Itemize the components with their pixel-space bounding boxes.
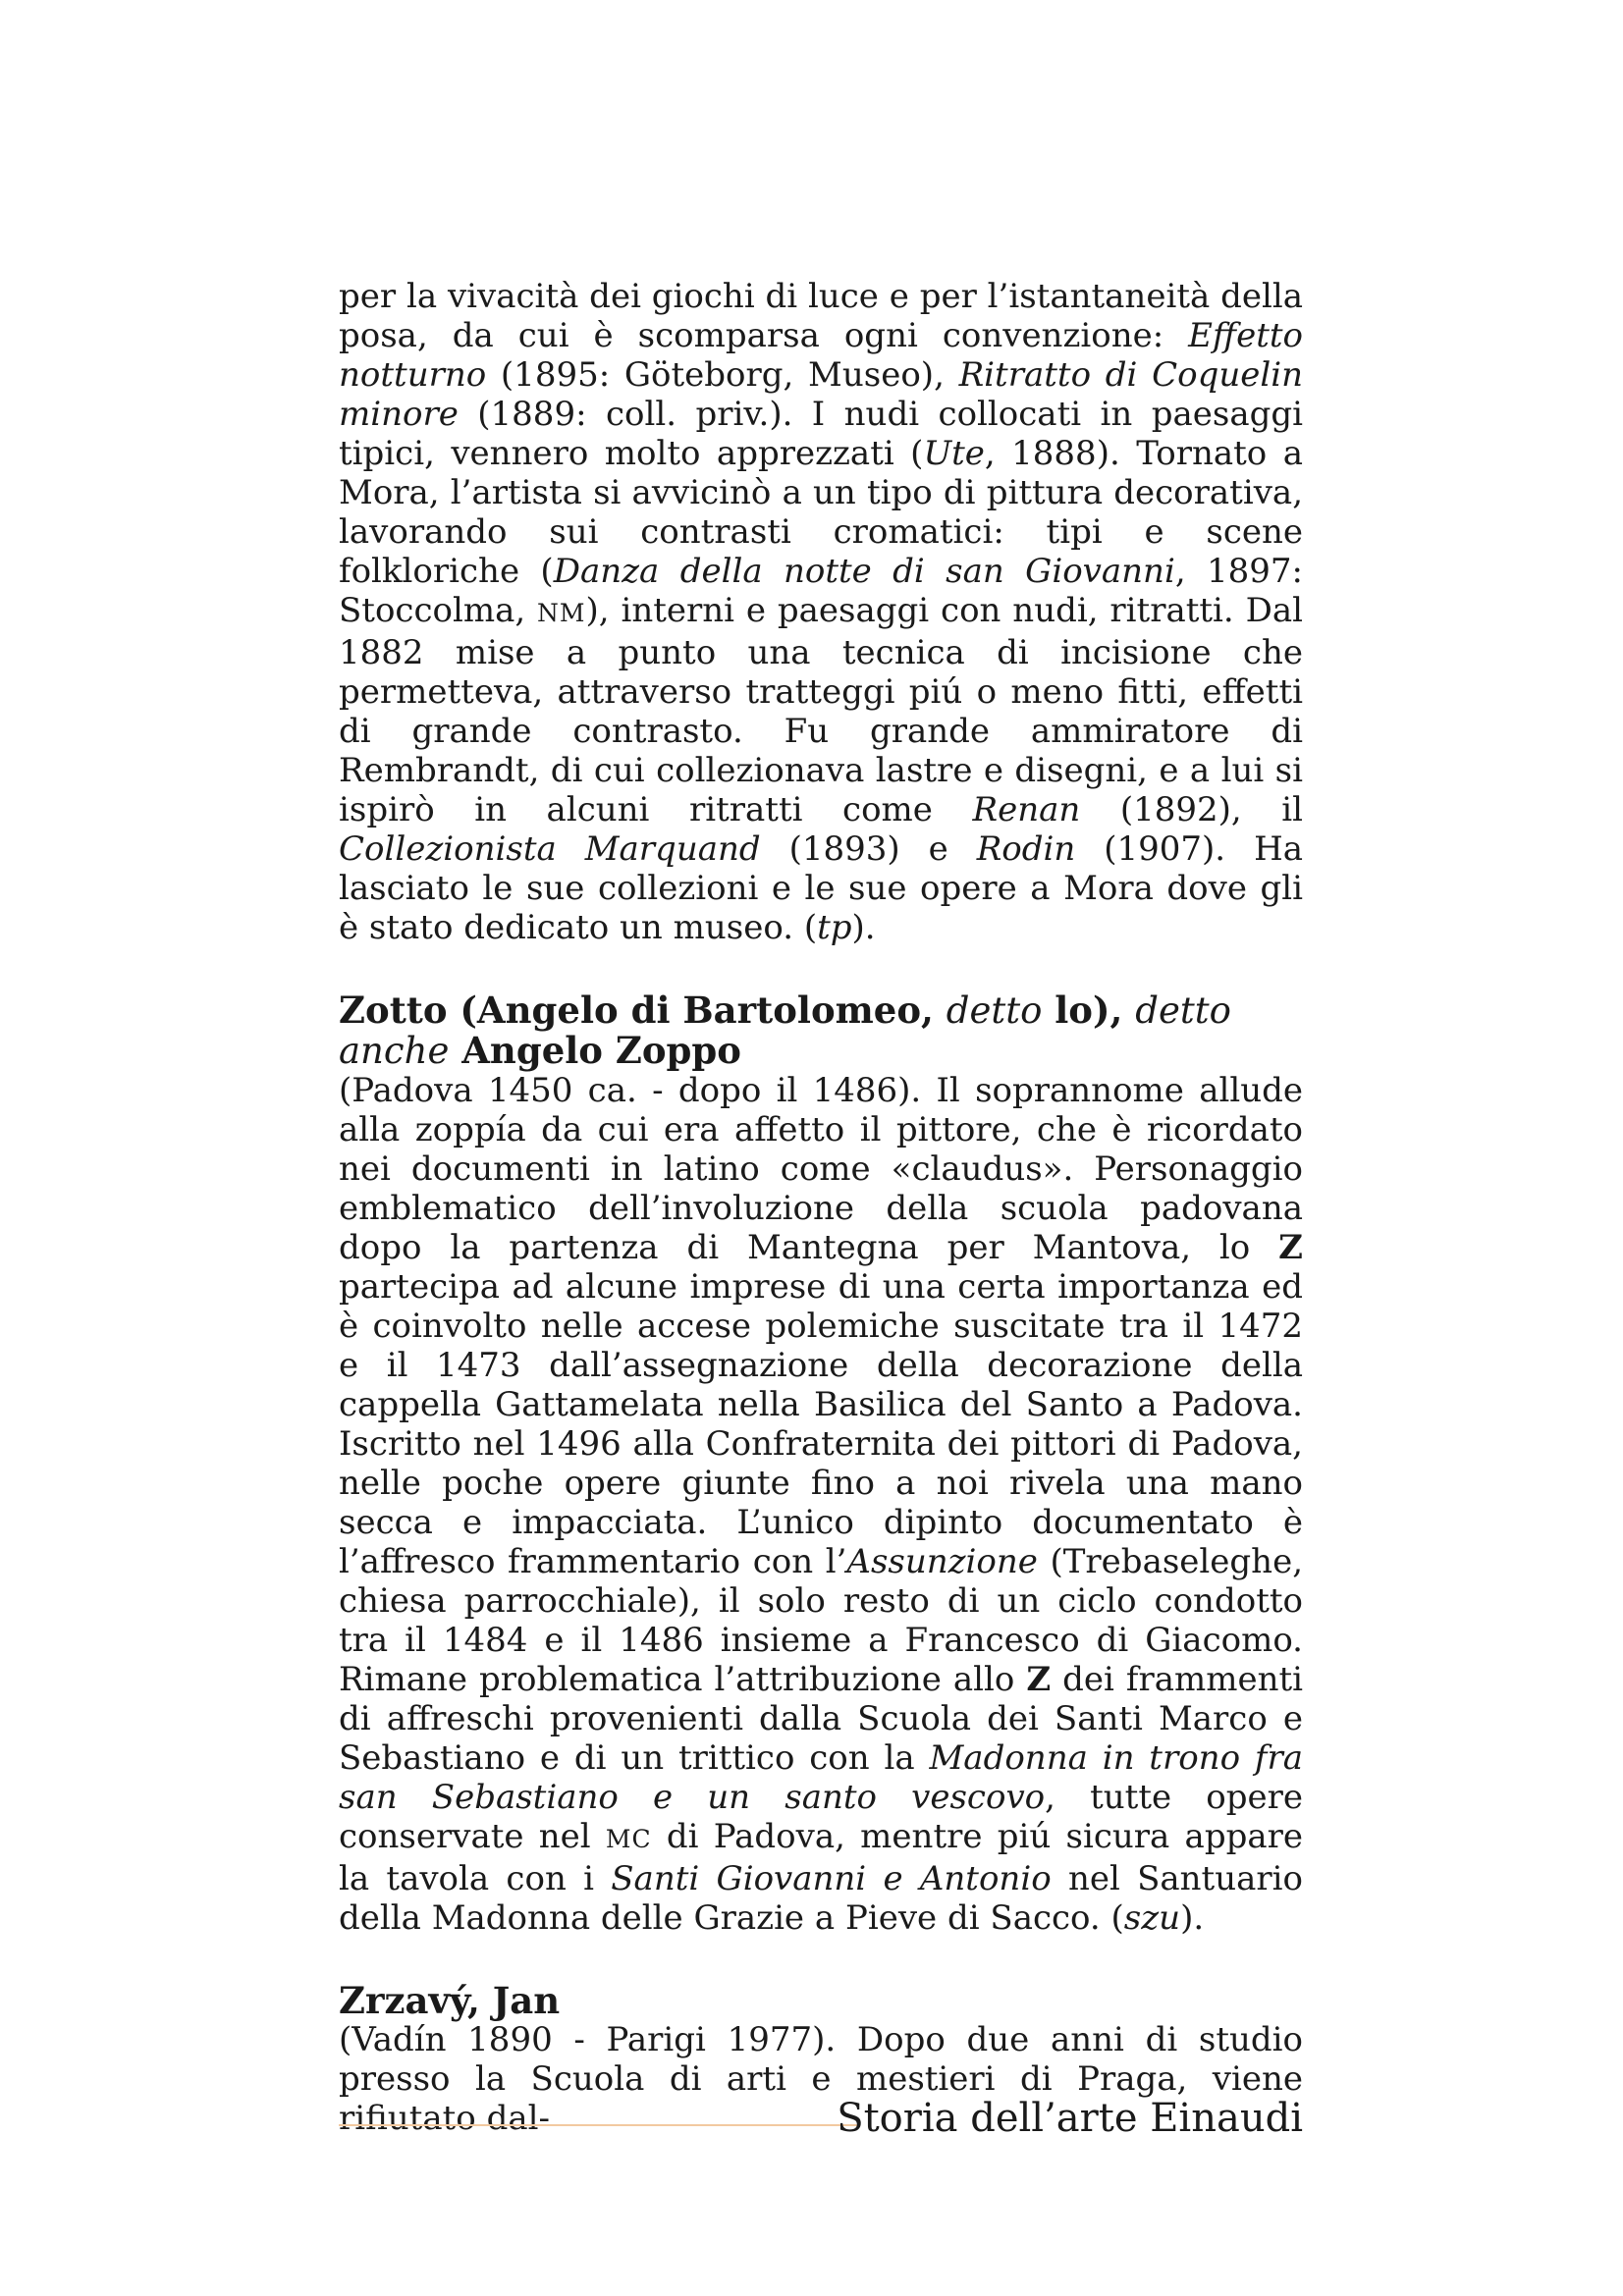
- artwork-title: Madonna in trono fra san Sebastiano e un santo vescovo: [339, 1738, 1303, 1817]
- abbreviation: MC: [605, 1825, 652, 1853]
- artwork-title: Collezionista Marquand: [339, 829, 761, 869]
- heading-run: Angelo Zoppo: [449, 1029, 741, 1072]
- text-run: (Padova 1450 ca. - dopo il 1486). Il soprannome allude alla zoppía da cui era affetto il pittore, che è ricordato nei documenti in latino come «claudus». Personaggio emblematico dell’involuzione della scuola padovana dopo la partenza di Mantegna per Mantova, lo: [339, 1071, 1303, 1267]
- artist-abbrev: Z: [1278, 1228, 1303, 1267]
- text-run: ).: [851, 908, 876, 947]
- text-run: (1889: coll. priv.). I nudi collocati in paesaggi tipici, vennero molto apprezzati (: [339, 395, 1303, 473]
- text-run: ).: [1180, 1898, 1205, 1938]
- text-run: ), interni e paesaggi con nudi, ritratti. Dal 1882 mise a punto una tecnica di incisione che permetteva, attraverso tratteggi piú o meno fitti, effetti di grande contrasto. Fu grande ammiratore di Rembrandt, di cui collezionava lastre e disegni, e a lui si ispirò in alcuni ritratti come: [339, 591, 1303, 829]
- text-run: , 1897: Stoccolma,: [339, 552, 1303, 630]
- heading-run: lo),: [1042, 988, 1136, 1032]
- text-run: (1895: Göteborg, Museo),: [486, 355, 959, 395]
- heading-italic-run: detto anche: [339, 989, 1231, 1072]
- author-initials: tp: [817, 908, 852, 947]
- text-run: (1907). Ha lasciato le sue collezioni e le sue opere a Mora dove gli è stato dedicato un museo. (: [339, 829, 1303, 947]
- text-run: (1893) e: [760, 829, 977, 869]
- text-column: [339, 277, 1303, 2138]
- entry-heading-zrzavy: Zrzavý, Jan: [339, 1979, 561, 2022]
- entry-heading-zotto: [339, 990, 1303, 1071]
- heading-run: Zotto (Angelo di Bartolomeo,: [339, 988, 947, 1032]
- text-run: (Trebaseleghe, chiesa parrocchiale), il solo resto di un ciclo condotto tra il 1484 e il 1486 insieme a Francesco di Giacomo. Rimane problematica l’attribuzione allo: [339, 1542, 1303, 1699]
- artwork-title: Effetto notturno: [339, 316, 1303, 395]
- entry-continuation-paragraph: [339, 277, 1303, 947]
- author-initials: szu: [1123, 1898, 1181, 1938]
- text-run: partecipa ad alcune imprese di una certa importanza ed è coinvolto nelle accese polemiche suscitate tra il 1472 e il 1473 dall’assegnazione della decorazione della cappella Gattamelata nella Basilica del Santo a Padova. Iscritto nel 1496 alla Confraternita dei pittori di Padova, nelle poche opere giunte fino a noi rivela una mano secca e impacciata. L’unico dipinto documentato è l’affresco frammentario con l’: [339, 1267, 1303, 1581]
- artwork-title: Rodin: [976, 829, 1076, 869]
- artwork-title: Danza della notte di san Giovanni: [553, 552, 1175, 591]
- abbreviation: NM: [537, 599, 586, 627]
- text-run: nel Santuario della Madonna delle Grazie a Pieve di Sacco. (: [339, 1859, 1303, 1938]
- text-run: per la vivacità dei giochi di luce e per l’istantaneità della posa, da cui è scomparsa ogni convenzione:: [339, 277, 1303, 355]
- footer-rule: [339, 2124, 859, 2126]
- page-footer: [339, 2093, 1303, 2152]
- artwork-title: Santi Giovanni e Antonio: [611, 1859, 1052, 1898]
- entry-body-zotto: [339, 1071, 1303, 1938]
- footer-title: Storia dell’arte Einaudi: [837, 2096, 1303, 2141]
- text-run: dei frammenti di affreschi provenienti dalla Scuola dei Santi Marco e Sebastiano e di un trittico con la: [339, 1660, 1303, 1778]
- text-run: (1892), il: [1080, 790, 1303, 829]
- artwork-title: Ritratto di Coquelin minore: [339, 355, 1303, 434]
- artwork-title: Renan: [972, 790, 1081, 829]
- heading-italic-run: detto: [946, 989, 1043, 1032]
- artwork-title: Assunzione: [846, 1542, 1038, 1581]
- artist-abbrev: Z: [1026, 1660, 1052, 1699]
- text-run: , tutte opere conservate nel: [339, 1778, 1303, 1856]
- entry-body-zrzavy: (Vadín 1890 - Parigi 1977). Dopo due anni di studio presso la Scuola di arti e mestieri di Praga, viene rifiutato dal-: [339, 2020, 1303, 2138]
- text-run: di Padova, mentre piú sicura appare la tavola con i: [339, 1817, 1303, 1898]
- text-run: , 1888). Tornato a Mora, l’artista si avvicinò a un tipo di pittura decorativa, lavorando sui contrasti cromatici: tipi e scene folkloriche (: [339, 434, 1303, 591]
- artwork-title: Ute: [923, 434, 985, 473]
